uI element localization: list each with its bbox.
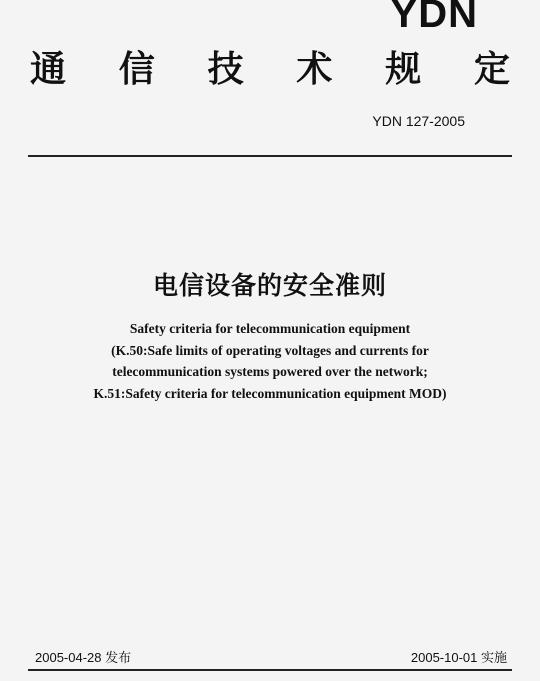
series-title-char: 通 [30, 49, 67, 90]
series-title-char: 定 [473, 49, 510, 90]
series-title [30, 48, 510, 91]
english-title-line: K.51:Safety criteria for telecommunication equipment MOD) [93, 385, 447, 401]
standard-code: YDN 127-2005 [372, 113, 465, 129]
series-title-char: 规 [385, 49, 422, 90]
implementation-date: 2005-10-01 实施 [410, 650, 507, 665]
english-title-line: telecommunication systems powered over the network; [112, 364, 428, 379]
bottom-divider [28, 669, 512, 671]
issue-date: 2005-04-28 发布 [35, 650, 132, 665]
series-title-char: 信 [118, 49, 155, 90]
english-title-line: Safety criteria for telecommunication equipment [129, 321, 411, 336]
series-title-char: 术 [296, 49, 333, 90]
document-title: 电信设备的安全准则 [152, 271, 387, 300]
standard-logo: YDN [390, 0, 478, 36]
series-title-char: 技 [207, 49, 244, 90]
english-title [0, 318, 540, 404]
english-title-line: (K.50:Safe limits of operating voltages and currents for [111, 342, 429, 358]
top-divider [28, 155, 512, 157]
